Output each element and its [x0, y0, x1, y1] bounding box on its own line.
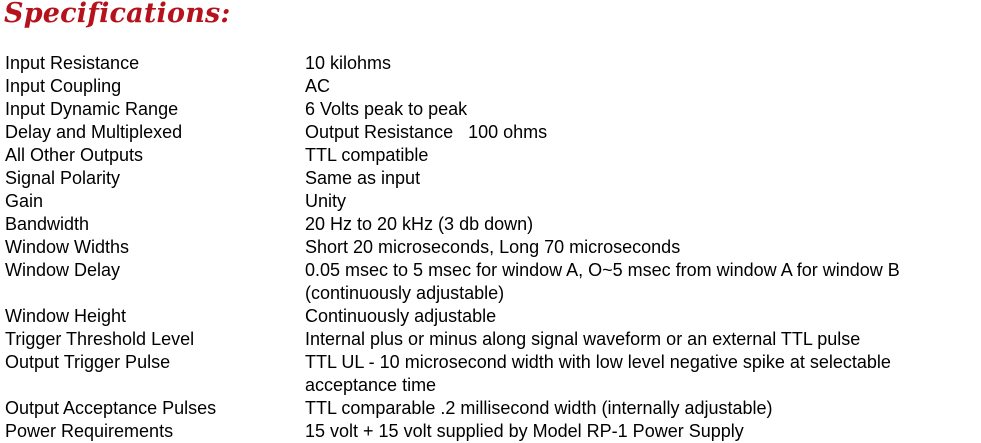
- spec-value: 20 Hz to 20 kHz (3 db down): [305, 214, 534, 234]
- spec-value: Short 20 microseconds, Long 70 microseconds: [305, 237, 681, 257]
- spec-value: AC: [305, 76, 331, 96]
- spec-row-input-coupling: [5, 75, 975, 98]
- spec-row-output-acceptance-pulses: [5, 397, 975, 420]
- spec-label: Window Delay: [5, 260, 121, 280]
- spec-row-delay-multiplexed: [5, 121, 975, 144]
- spec-label: Input Dynamic Range: [5, 99, 179, 119]
- spec-value: Same as input: [305, 168, 421, 188]
- spec-value: Unity: [305, 191, 347, 211]
- spec-label: Window Widths: [5, 237, 130, 257]
- spec-label: Delay and Multiplexed: [5, 122, 183, 142]
- spec-row-output-trigger-pulse: [5, 351, 975, 397]
- specifications-table: [5, 52, 975, 443]
- spec-row-input-dynamic-range: [5, 98, 975, 121]
- spec-label: All Other Outputs: [5, 145, 144, 165]
- spec-value: Internal plus or minus along signal waveform or an external TTL pulse: [305, 329, 861, 349]
- spec-row-power-requirements: [5, 420, 975, 443]
- spec-row-bandwidth: [5, 213, 975, 236]
- spec-label: Trigger Threshold Level: [5, 329, 195, 349]
- spec-label: Window Height: [5, 306, 127, 326]
- spec-value: TTL UL - 10 microsecond width with low level negative spike at selectable acceptance time: [305, 352, 896, 395]
- spec-label: Input Resistance: [5, 53, 140, 73]
- spec-label: Output Trigger Pulse: [5, 352, 171, 372]
- spec-value: 15 volt + 15 volt supplied by Model RP-1 Power Supply: [305, 421, 744, 441]
- spec-row-window-height: [5, 305, 975, 328]
- spec-value: Continuously adjustable: [305, 306, 497, 326]
- spec-label: Bandwidth: [5, 214, 90, 234]
- spec-row-input-resistance: [5, 52, 975, 75]
- spec-value: TTL compatible: [305, 145, 429, 165]
- spec-row-all-other-outputs: [5, 144, 975, 167]
- spec-label: Input Coupling: [5, 76, 122, 96]
- spec-label: Signal Polarity: [5, 168, 121, 188]
- spec-value: Output Resistance 100 ohms: [305, 122, 548, 142]
- spec-value: TTL comparable .2 millisecond width (internally adjustable): [305, 398, 773, 418]
- spec-row-gain: [5, 190, 975, 213]
- spec-row-signal-polarity: [5, 167, 975, 190]
- spec-row-trigger-threshold-level: [5, 328, 975, 351]
- spec-row-window-widths: [5, 236, 975, 259]
- spec-value: 6 Volts peak to peak: [305, 99, 468, 119]
- spec-label: Output Acceptance Pulses: [5, 398, 217, 418]
- spec-label: Power Requirements: [5, 421, 174, 441]
- spec-value: 0.05 msec to 5 msec for window A, O~5 msec from window A for window B (continuously adjustable): [305, 260, 905, 303]
- spec-row-window-delay: [5, 259, 975, 305]
- specifications-heading: Specifications:: [4, 0, 231, 29]
- spec-value: 10 kilohms: [305, 53, 392, 73]
- spec-label: Gain: [5, 191, 44, 211]
